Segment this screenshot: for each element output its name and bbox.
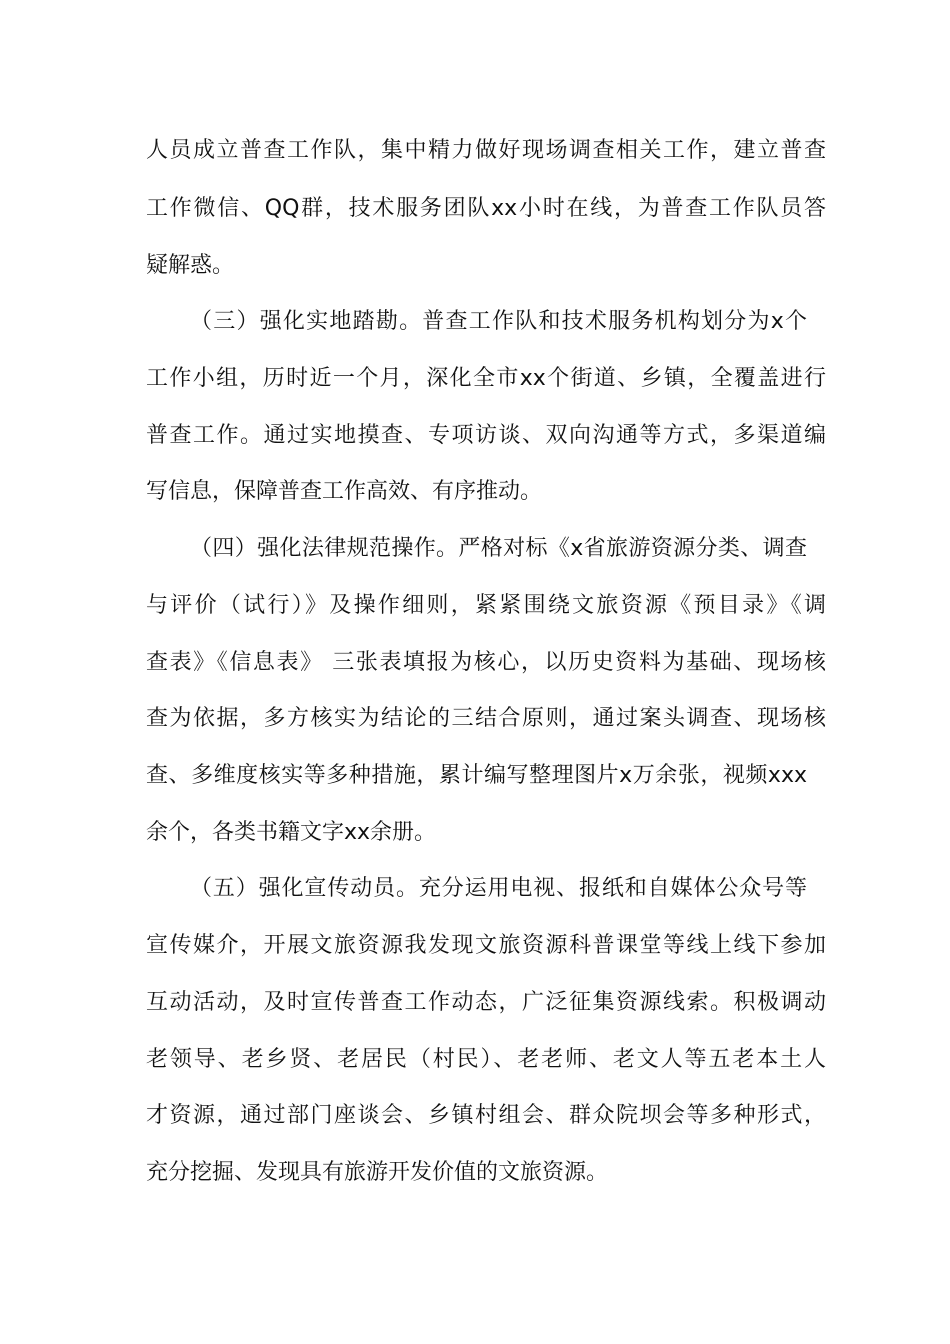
- text-line: 余个，各类书籍文字xx余册。: [146, 820, 437, 845]
- text-line: 人员成立普查工作队，集中精力做好现场调查相关工作，建立普查: [146, 138, 826, 163]
- text-line: 老领导、老乡贤、老居民（村民）、老老师、老文人等五老本土人: [146, 1047, 826, 1072]
- text-line: （三）强化实地踏勘。普查工作队和技术服务机构划分为x个: [190, 309, 807, 334]
- text-line: 疑解惑。: [146, 253, 235, 278]
- text-line: 工作微信、QQ群，技术服务团队xx小时在线，为普查工作队员答: [146, 196, 826, 221]
- text-line: 普查工作。通过实地摸查、专项访谈、双向沟通等方式，多渠道编: [146, 423, 826, 448]
- text-line: （五）强化宣传动员。充分运用电视、报纸和自媒体公众号等: [190, 876, 807, 901]
- text-line: 充分挖掘、发现具有旅游开发价值的文旅资源。: [146, 1160, 609, 1185]
- text-line: 才资源，通过部门座谈会、乡镇村组会、群众院坝会等多种形式，: [146, 1103, 826, 1128]
- text-line: 工作小组，历时近一个月，深化全市xx个街道、乡镇，全覆盖进行: [146, 366, 826, 391]
- text-line: （四）强化法律规范操作。严格对标《x省旅游资源分类、调查: [190, 536, 807, 561]
- text-line: 查为依据，多方核实为结论的三结合原则，通过案头调查、现场核: [146, 706, 826, 731]
- text-line: 写信息，保障普查工作高效、有序推动。: [146, 479, 543, 504]
- text-line: 查、多维度核实等多种措施，累计编写整理图片x万余张，视频xxx: [146, 763, 807, 788]
- text-line: 互动活动，及时宣传普查工作动态，广泛征集资源线索。积极调动: [146, 990, 826, 1015]
- text-line: 查表》《信息表》 三张表填报为核心，以历史资料为基础、现场核: [146, 650, 826, 675]
- text-line: 宣传媒介，开展文旅资源我发现文旅资源科普课堂等线上线下参加: [146, 933, 826, 958]
- text-line: 与评价（试行）》及操作细则，紧紧围绕文旅资源《预目录》《调: [146, 593, 826, 618]
